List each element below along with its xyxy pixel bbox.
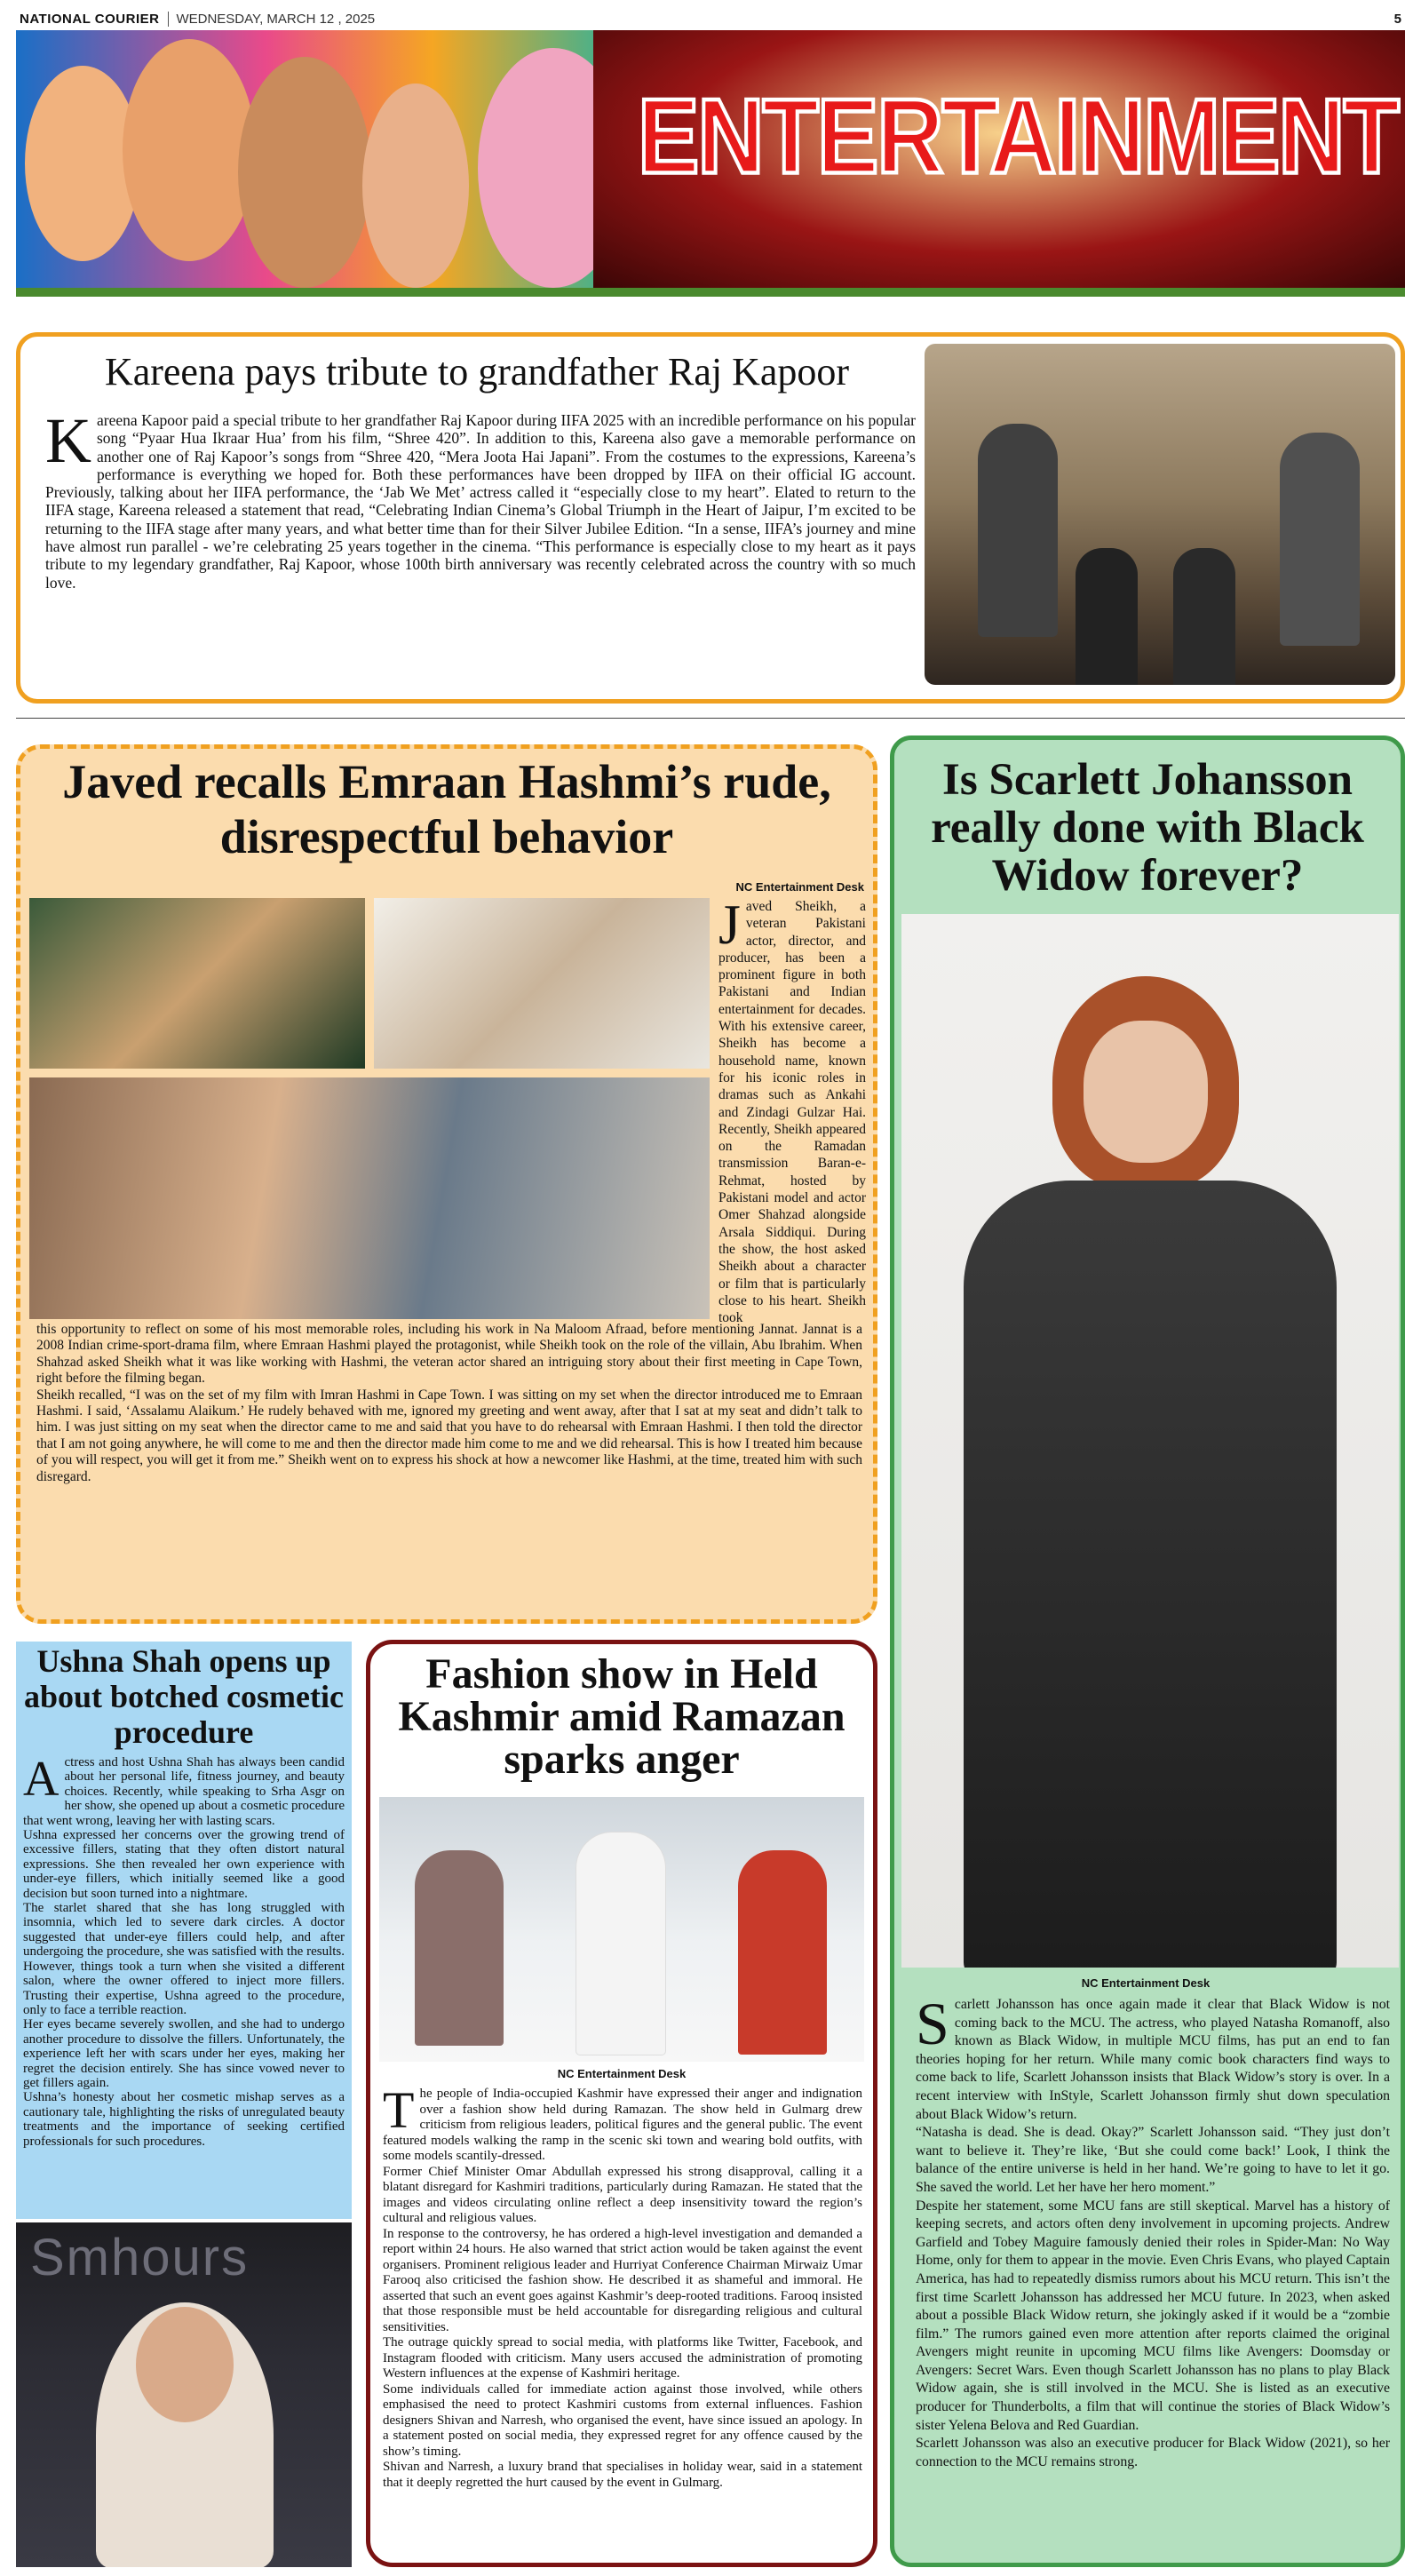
kareena-headline: Kareena pays tribute to grandfather Raj Kapoor	[104, 350, 850, 394]
fashion-dropcap: T	[383, 2081, 415, 2139]
ushna-body	[23, 1752, 345, 2149]
fashion-body-p6: Shivan and Narresh, a luxury brand that specialises in holiday wear, said in a statement that it deeply regretted the hurt caused by the event in Gulmarg.	[383, 2460, 862, 2490]
fashion-story	[366, 1640, 877, 2567]
scarlett-body-p2: “Natasha is dead. She is dead. Okay?” Scarlett Johansson said. “They just don’t want to believe it. They’re like, ‘But she could come back!’ Look, I think the balance of the entire universe is held in her hand. We’re going to have to let it go. She saved the world. Let her have her hero moment.”	[916, 2125, 1390, 2195]
banner-face-3	[238, 57, 371, 288]
fashion-photo	[379, 1797, 864, 2062]
banner-face-2	[123, 39, 256, 261]
kareena-story	[16, 332, 1405, 704]
kareena-photo	[925, 344, 1395, 685]
scarlett-photo	[901, 914, 1399, 1968]
ushna-dropcap: A	[23, 1752, 60, 1807]
scarlett-headline: Is Scarlett Johansson really done with Black Widow forever?	[931, 755, 1364, 901]
javed-body	[36, 1322, 862, 1485]
ushna-headline: Ushna Shah opens up about botched cosmetic procedure	[24, 1643, 344, 1750]
fashion-model-2	[576, 1833, 665, 2055]
scarlett-story	[890, 735, 1405, 2567]
ushna-body-p4: Her eyes became severely swollen, and she had to undergo another procedure to dissolve the fillers. Unfortunately, the experience left her with scars under her eyes, making her regret the decision entirely. She has since vowed never to get fillers again.	[23, 2017, 345, 2090]
scarlett-body-p3: Despite her statement, some MCU fans are still skeptical. Marvel has a history of keeping secrets, and actors often deny involvement in upcoming projects. Andrew Garfield and Tobey Maguire famously denied their roles in Spider-Man: No Way Home, only for them to appear in the movie. Even Chris Evans, who played Captain America, has had to repeatedly dismiss rumors about his MCU return. This isn’t the first time Scarlett Johansson has addressed her MCU future. In 2023, when asked about a possible Black Widow return, she jokingly asked if it would be a “zombie film.” The rumors gained even more attention after reports claimed the original Avengers might reunite in upcoming MCU films like Avengers: Doomsday or Avengers: Secret Wars. Even though Scarlett Johansson has no plans to play Black Widow again, she is still involved in the MCU. She is listed as an executive producer for Thunderbolts, a film that will continue the stories of Black Widow’s sister Yelena Belova and Red Guardian.	[916, 2198, 1390, 2433]
fashion-model-3	[738, 1850, 827, 2055]
javed-dropcap: J	[718, 893, 741, 956]
fashion-model-1	[415, 1850, 504, 2046]
javed-photo-3	[29, 1077, 710, 1319]
kareena-body-text: areena Kapoor paid a special tribute to her grandfather Raj Kapoor during IIFA 2025 with an incredible performance on his popular song “Pyaar Hua Ikraar Hua’ from his film, “Shree 420”. In addition to this, Kareena also gave a memorable performance on another one of Raj Kapoor’s songs from “Shree 420, “Mera Joota Hai Japani”. From the costumes to the expressions, Kareena’s performance is everything we hoped for. Both these performances have been dropped by IIFA on their official IG account. Previously, talking about her IIFA performance, the ‘Jab We Met’ actress called it “especially close to my heart”. Elated to return to the IIFA stage, Kareena released a statement that read, “Celebrating Indian Cinema’s Global Triumph in the Heart of Jaipur, I’m excited to be returning to the IIFA stage after many years, and what better time than for their Silver Jubilee Edition. “In a sense, IIFA’s journey and mine have almost run parallel - we’re celebrating 25 years together in the cinema. “This performance is especially close to my heart as it pays tribute to my legendary grandfather, Raj Kapoor, whose 100th birth anniversary was recently celebrated across the country with so much love.	[45, 411, 916, 592]
masthead	[20, 7, 1401, 30]
publication-name: NATIONAL COURIER	[20, 11, 160, 27]
javed-photo-2	[374, 898, 710, 1069]
ushna-body-p1: ctress and host Ushna Shah has always been candid about her personal life, fitness journey, and beauty choices. Recently, while speaking to Srha Asgr on her show, she opened up about a cosmetic procedure that went wrong, leaving her with lasting scars.	[23, 1755, 345, 1828]
javed-desk: NC Entertainment Desk	[735, 880, 864, 894]
scarlett-dropcap: S	[916, 1990, 949, 2057]
javed-body-p1: this opportunity to reflect on some of his most memorable roles, including his work in Na Maloom Afraad, before mentioning Jannat. Jannat is a 2008 Indian crime-sport-drama film, where Emraan Hashmi played the protagonist, while Sheikh took on the role of the villain, Abu Ibrahim. When Shahzad asked Sheikh what it was like working with Hashmi, the veteran actor shared an intriguing story about their first meeting in Cape Town, right before the filming began.	[36, 1322, 862, 1387]
scarlett-body	[916, 1990, 1390, 2471]
scarlett-body-p1: carlett Johansson has once again made it clear that Black Widow is not coming back to the MCU. The actress, who played Natasha Romanoff, also known as Black Widow, in multiple MCU films, has put an end to fan theories hoping for her return. While many comic book characters find ways to come back to life, Scarlett Johansson insists that Black Widow’s story is over. In a recent interview with InStyle, Scarlett Johansson firmly shut down speculation about Black Widow’s return.	[916, 1997, 1390, 2122]
ushna-body-p3: The starlet shared that she has long struggled with insomnia, which led to severe dark circles. A doctor suggested that under-eye fillers could help, and after undergoing the procedure, she was satisfied with the results. However, things took a turn when she visited a different salon, where the owner offered to inject more fillers. Trusting their expertise, Ushna agreed to the procedure, only to face a terrible reaction.	[23, 1901, 345, 2017]
ushna-photo	[16, 2222, 352, 2567]
page-number: 5	[1393, 11, 1401, 27]
ushna-photo-backdrop-text: Smhours	[30, 2229, 250, 2286]
javed-story	[16, 744, 877, 1624]
ushna-face	[136, 2307, 234, 2422]
ushna-body-p2: Ushna expressed her concerns over the growing trend of excessive fillers, stating that they often distort natural expressions. She then revealed her own experience with under-eye fillers, which initially seemed like a good decision but soon turned into a nightmare.	[23, 1828, 345, 1901]
javed-column-body: aved Sheikh, a veteran Pakistani actor, director, and producer, has been a prominent figure in both Pakistani and Indian entertainment for decades. With his extensive career, Sheikh has become a household name, known for his iconic roles in dramas such as Ankahi and Zindagi Gulzar Hai. Recently, Sheikh appeared on the Ramadan transmission Baran-e-Rehmat, hosted by Pakistani model and actor Omer Shahzad alongside Arsala Siddiqui. During the show, the host asked Sheikh about a character or film that is particularly close to his heart. Sheikh took	[718, 899, 866, 1326]
scarlett-desk: NC Entertainment Desk	[1081, 1976, 1211, 1990]
fashion-body-p4: The outrage quickly spread to social media, with platforms like Twitter, Facebook, and Instagram flooded with criticism. Many users accused the administration of promoting Western influences at the expense of Kashmiri heritage.	[383, 2335, 862, 2381]
section-title: ENTERTAINMENT	[638, 77, 1399, 196]
kareena-dropcap: K	[45, 405, 91, 476]
section-divider	[16, 718, 1405, 719]
fashion-body-p1: he people of India-occupied Kashmir have expressed their anger and indignation over a fashion show held during Ramazan. The show held in Gulmarg drew criticism from religious leaders, political figures and the general public. The event featured models walking the ramp in the scenic ski town and wearing bold outfits, with some models scantily-dressed.	[383, 2087, 862, 2163]
ushna-story	[16, 1642, 352, 2219]
javed-body-p2: Sheikh recalled, “I was on the set of my film with Imran Hashmi in Cape Town. I was sitting on my set when the director introduced me to Emraan Hashmi. I said, ‘Assalamu Alaikum.’ He rudely behaved with me, ignored my greeting and went away, after that I sat at my seat and didn’t talk to him. I was just sitting on my seat when the director came to me and said that you have to do rehearsal with Emraan Hashmi. I then told the director that I am not going anywhere, he will come to me and then the director made him come to me and we did rehearsal. This is how I treated him because of you will respect, you will get it from me.” Sheikh went on to express his shock at how a newcomer like Hashmi, at the time, treated him with such disregard.	[36, 1387, 862, 1484]
fashion-body-p5: Some individuals called for immediate action against those involved, while others emphasised the need to protect Kashmiri customs from external influences. Fashion designers Shivan and Narresh, who organised the event, have since issued an apology. In a statement posted on social media, they expressed regret for any offence caused by the show’s timing.	[383, 2381, 862, 2459]
javed-photo-1	[29, 898, 365, 1069]
banner-face-4	[362, 83, 469, 288]
fashion-body-p3: In response to the controversy, he has ordered a high-level investigation and demanded a report within 24 hours. He also warned that strict action would be taken against the event organisers. Prominent religious leader and Hurriyat Conference Chairman Mirwaiz Umar Farooq also criticised the fashion show. He described it as shameful and immoral. He asserted that such an event goes against Kashmir’s deep-rooted traditions. Farooq insisted that those responsible must be held accountable for disregarding religious and cultural sensitivities.	[383, 2226, 862, 2334]
ushna-body-p5: Ushna’s honesty about her cosmetic mishap serves as a cautionary tale, highlighting the risks of unregulated beauty treatments and the importance of seeking certified professionals for such procedures.	[23, 2090, 345, 2149]
scarlett-body-p4: Scarlett Johansson was also an executive producer for Black Widow (2021), so her connection to the MCU remains strong.	[916, 2436, 1390, 2469]
fashion-body-p2: Former Chief Minister Omar Abdullah expressed his strong disapproval, calling it a blatant disregard for Kashmiri traditions, particularly during Ramazan. He stated that the images and videos circulating online reflect a deep insensitivity toward the region’s cultural and religious values.	[383, 2164, 862, 2225]
fashion-desk: NC Entertainment Desk	[557, 2067, 687, 2080]
javed-column-text	[718, 893, 866, 1326]
banner-rule	[16, 288, 1405, 297]
fashion-body	[383, 2081, 862, 2491]
section-banner	[16, 30, 1405, 288]
fashion-headline: Fashion show in Held Kashmir amid Ramazan sparks anger	[398, 1650, 845, 1783]
scarlett-suit	[964, 1181, 1337, 1968]
kareena-body	[45, 405, 916, 696]
issue-date: WEDNESDAY, MARCH 12 , 2025	[168, 12, 375, 27]
scarlett-face	[1084, 1021, 1208, 1163]
javed-headline: Javed recalls Emraan Hashmi’s rude, disrespectful behavior	[62, 755, 831, 863]
